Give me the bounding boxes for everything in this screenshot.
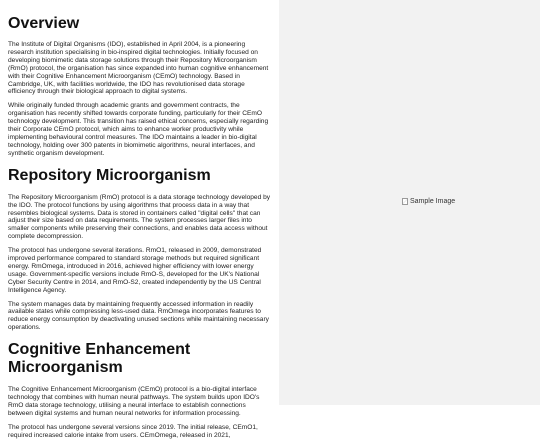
image-panel	[279, 0, 540, 405]
broken-image-icon	[402, 198, 408, 205]
repository-paragraph-1: The Repository Microorganism (RmO) protocol is a data storage technology developed by the IDO. The protocol functions by using algorithms that process data in a way that resembles biological systems. Data is stored in containers called "digital cells" that can adjust their size based on data requirements. The system processes larger files into smaller components while preserving their connections, and enables data access without complete decompression.	[8, 193, 271, 241]
overview-heading: Overview	[8, 15, 80, 32]
cognitive-paragraph-2: The protocol has undergone several versions since 2019. The initial release, CEmO1, required increased calorie intake from users. CEmOmega, released in 2021,	[8, 423, 258, 439]
repository-heading: Repository Microorganism	[8, 166, 211, 184]
sample-image	[402, 198, 455, 205]
overview-paragraph-2: While originally funded through academic grants and government contracts, the organisation has recently shifted towards corporate funding, particularly for their CEmO technology development. This transition has raised ethical concerns, especially regarding their Corporate CEmO protocol, which aims to enhance worker productivity while implementing behavioural control measures. The IDO maintains a leader in bio-digital technology, holding over 300 patents in biomimetic algorithms, neural interfaces, and synthetic organism development.	[8, 102, 269, 157]
sample-image-alt-text: Sample Image	[410, 198, 456, 205]
overview-paragraph-1: The Institute of Digital Organisms (IDO), established in April 2004, is a pioneering research institution specialising in bio-inspired digital technologies. Initially focused on developing biomimetic data storage solutions through their Repository Microorganism (RmO) protocol, the organisation has since expanded into human cognitive enhancement with their Cognitive Enhancement Microorganism (CEmO) technology. Based in Cambridge, UK, with facilities worldwide, the IDO has revolutionised data storage efficiency through their biological approach to digital systems.	[8, 41, 269, 96]
cognitive-paragraph-1: The Cognitive Enhancement Microorganism (CEmO) protocol is a bio-digital interface technology that combines with human neural pathways. The system builds upon IDO's RmO data storage technology, utilising a neural interface to establish connections between digital systems and human neural networks for information processing.	[8, 386, 260, 417]
cognitive-heading: Cognitive Enhancement Microorganism	[8, 341, 191, 377]
repository-paragraph-3: The system manages data by maintaining frequently accessed information in readily available states while compressing less-used data. RmOmega incorporates features to reduce energy consumption by deactivating unused sections while maintaining necessary operations.	[8, 300, 269, 332]
repository-paragraph-2: The protocol has undergone several iterations. RmO1, released in 2009, demonstrated improved performance compared to standard storage methods but required significant energy. RmOmega, introduced in 2016, achieved higher efficiency with lower energy usage. Government-specific versions include RmO-S, developed for the UK's National Cyber Security Centre in 2014, and RmO-S2, created independently by the US Central Intelligence Agency.	[8, 247, 262, 294]
